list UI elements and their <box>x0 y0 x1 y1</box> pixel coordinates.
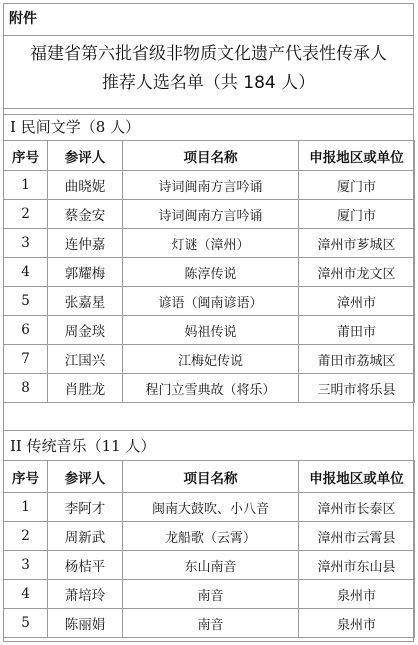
cell-nominee: 肖胜龙 <box>48 374 123 403</box>
cell-nominee: 郭耀梅 <box>48 258 123 287</box>
table-folk-literature <box>3 140 415 403</box>
section-heading-traditional-music: II 传统音乐（11 人） <box>10 437 156 455</box>
cell-number: 3 <box>4 551 48 580</box>
document-title-line1: 福建省第六批省级非物质文化遗产代表性传承人 <box>30 44 387 64</box>
cell-project: 诗词闽南方言吟诵 <box>123 171 299 200</box>
cell-project: 妈祖传说 <box>123 316 299 345</box>
table-row <box>4 522 415 551</box>
cell-number: 2 <box>4 200 48 229</box>
table-traditional-music <box>3 460 415 638</box>
cell-number: 3 <box>4 229 48 258</box>
table-row <box>4 200 415 229</box>
cell-number: 8 <box>4 374 48 403</box>
table-row <box>4 316 415 345</box>
cell-project: 江梅妃传说 <box>123 345 299 374</box>
section-heading-folk-literature: I 民间文学（8 人） <box>10 118 141 136</box>
cell-region: 漳州市芗城区 <box>299 229 415 258</box>
table-row <box>4 287 415 316</box>
table-row <box>4 551 415 580</box>
cell-region: 莆田市 <box>299 316 415 345</box>
table-header-row <box>4 141 415 171</box>
cell-project: 龙船歌（云霄） <box>123 522 299 551</box>
cell-nominee: 陈丽娟 <box>48 609 123 638</box>
cell-region: 厦门市 <box>299 200 415 229</box>
header-nominee: 参评人 <box>48 461 123 493</box>
cell-nominee: 萧培玲 <box>48 580 123 609</box>
cell-region: 漳州市龙文区 <box>299 258 415 287</box>
table-row <box>4 609 415 638</box>
table-row <box>4 171 415 200</box>
table-header-row <box>4 461 415 493</box>
cell-project: 程门立雪典故（将乐） <box>123 374 299 403</box>
header-number: 序号 <box>4 461 48 493</box>
cell-region: 漳州市 <box>299 287 415 316</box>
header-region: 申报地区或单位 <box>299 461 415 493</box>
cell-number: 7 <box>4 345 48 374</box>
cell-project: 东山南音 <box>123 551 299 580</box>
table-row <box>4 258 415 287</box>
cell-number: 4 <box>4 580 48 609</box>
header-project: 项目名称 <box>123 141 299 171</box>
cell-region: 泉州市 <box>299 580 415 609</box>
table-row <box>4 493 415 522</box>
header-project: 项目名称 <box>123 461 299 493</box>
cell-region: 莆田市荔城区 <box>299 345 415 374</box>
header-nominee: 参评人 <box>48 141 123 171</box>
cell-project: 谚语（闽南谚语） <box>123 287 299 316</box>
section-spacer <box>3 404 414 431</box>
cell-nominee: 周新武 <box>48 522 123 551</box>
cell-nominee: 张嘉星 <box>48 287 123 316</box>
cell-number: 1 <box>4 171 48 200</box>
cell-nominee: 连仲嘉 <box>48 229 123 258</box>
cell-number: 5 <box>4 609 48 638</box>
cell-project: 南音 <box>123 609 299 638</box>
cell-region: 漳州市东山县 <box>299 551 415 580</box>
cell-region: 泉州市 <box>299 609 415 638</box>
cell-nominee: 蔡金安 <box>48 200 123 229</box>
cell-project: 南音 <box>123 580 299 609</box>
cell-number: 2 <box>4 522 48 551</box>
cell-nominee: 周金琰 <box>48 316 123 345</box>
cell-region: 漳州市长泰区 <box>299 493 415 522</box>
cell-number: 4 <box>4 258 48 287</box>
cell-region: 漳州市云霄县 <box>299 522 415 551</box>
cell-project: 闽南大鼓吹、小八音 <box>123 493 299 522</box>
cell-number: 5 <box>4 287 48 316</box>
cell-project: 灯谜（漳州） <box>123 229 299 258</box>
cell-nominee: 江国兴 <box>48 345 123 374</box>
cell-number: 1 <box>4 493 48 522</box>
table-row <box>4 580 415 609</box>
cell-region: 三明市将乐县 <box>299 374 415 403</box>
document-title-line2: 推荐人选名单（共 184 人） <box>101 73 316 93</box>
cell-project: 陈淳传说 <box>123 258 299 287</box>
table-row <box>4 374 415 403</box>
cell-nominee: 曲晓妮 <box>48 171 123 200</box>
cell-number: 6 <box>4 316 48 345</box>
cell-region: 厦门市 <box>299 171 415 200</box>
table-row <box>4 345 415 374</box>
header-region: 申报地区或单位 <box>299 141 415 171</box>
cell-project: 诗词闽南方言吟诵 <box>123 200 299 229</box>
cell-nominee: 李阿才 <box>48 493 123 522</box>
cell-nominee: 杨桔平 <box>48 551 123 580</box>
attachment-label: 附件 <box>3 3 414 36</box>
header-number: 序号 <box>4 141 48 171</box>
table-row <box>4 229 415 258</box>
